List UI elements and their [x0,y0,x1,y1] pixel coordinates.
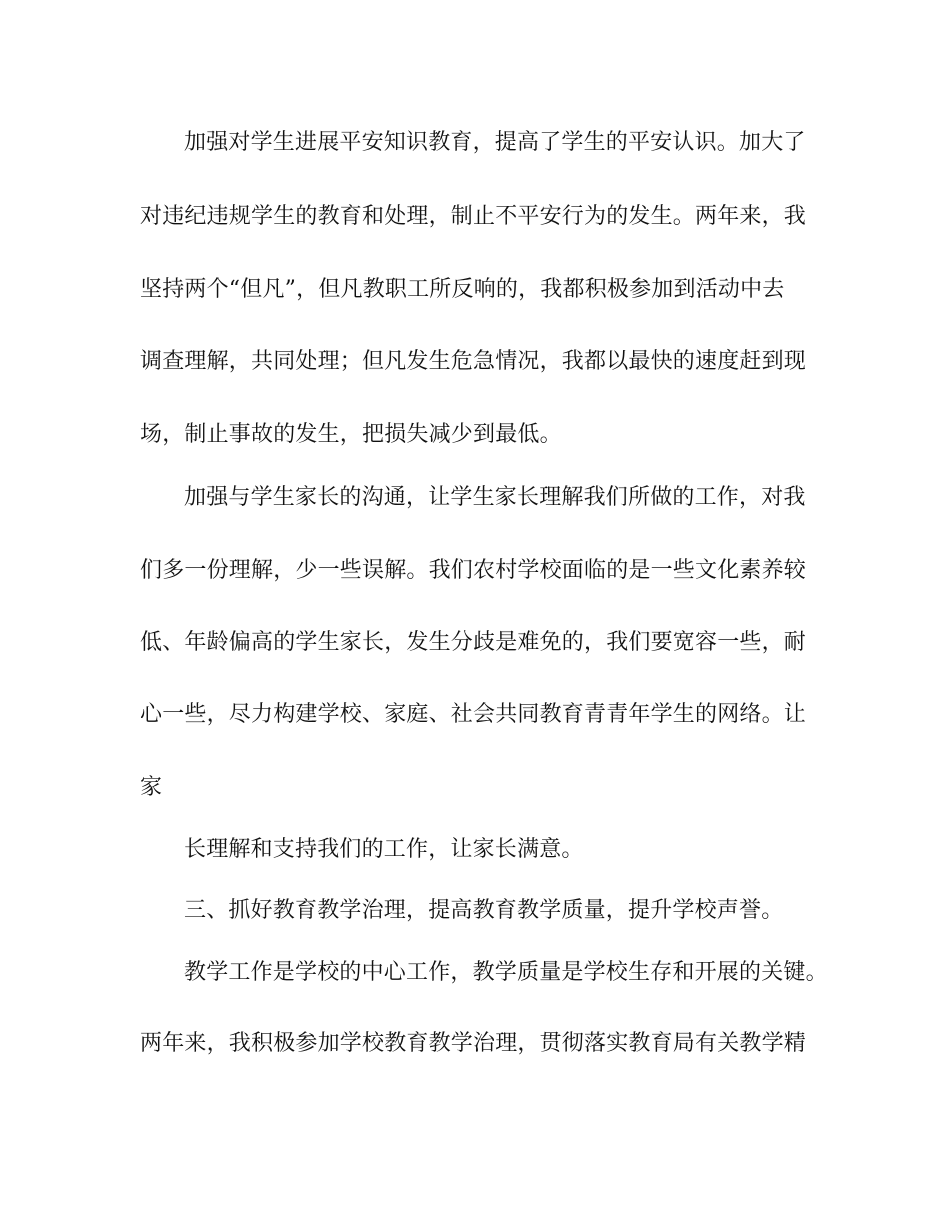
paragraph-line: 家 [140,775,163,800]
paragraph-line: 两年来，我积极参加学校教育教学治理，贯彻落实教育局有关教学精 [140,1031,807,1056]
section-heading: 三、抓好教育教学治理，提高教育教学质量，提升学校声誉。 [184,898,784,923]
paragraph-line: 对违纪违规学生的教育和处理，制止不平安行为的发生。两年来，我 [140,204,807,229]
paragraph-line: 坚持两个“但凡”，但凡教职工所反响的，我都积极参加到活动中去 [140,277,785,302]
paragraph-line: 加强对学生进展平安知识教育，提高了学生的平安认识。加大了 [184,130,806,155]
paragraph-line: 长理解和支持我们的工作，让家长满意。 [184,837,584,862]
paragraph-line: 场，制止事故的发生，把损失减少到最低。 [140,422,562,447]
paragraph-line: 教学工作是学校的中心工作，教学质量是学校生存和开展的关键。 [184,960,828,985]
paragraph-line: 们多一份理解，少一些误解。我们农村学校面临的是一些文化素养较 [140,558,807,583]
paragraph-line: 加强与学生家长的沟通，让学生家长理解我们所做的工作，对我 [184,485,806,510]
paragraph-line: 调查理解，共同处理；但凡发生危急情况，我都以最快的速度赶到现 [140,349,807,374]
paragraph-line: 低、年龄偏高的学生家长，发生分歧是难免的，我们要宽容一些，耐 [140,630,807,655]
paragraph-line: 心一些，尽力构建学校、家庭、社会共同教育青青年学生的网络。让 [140,702,807,727]
